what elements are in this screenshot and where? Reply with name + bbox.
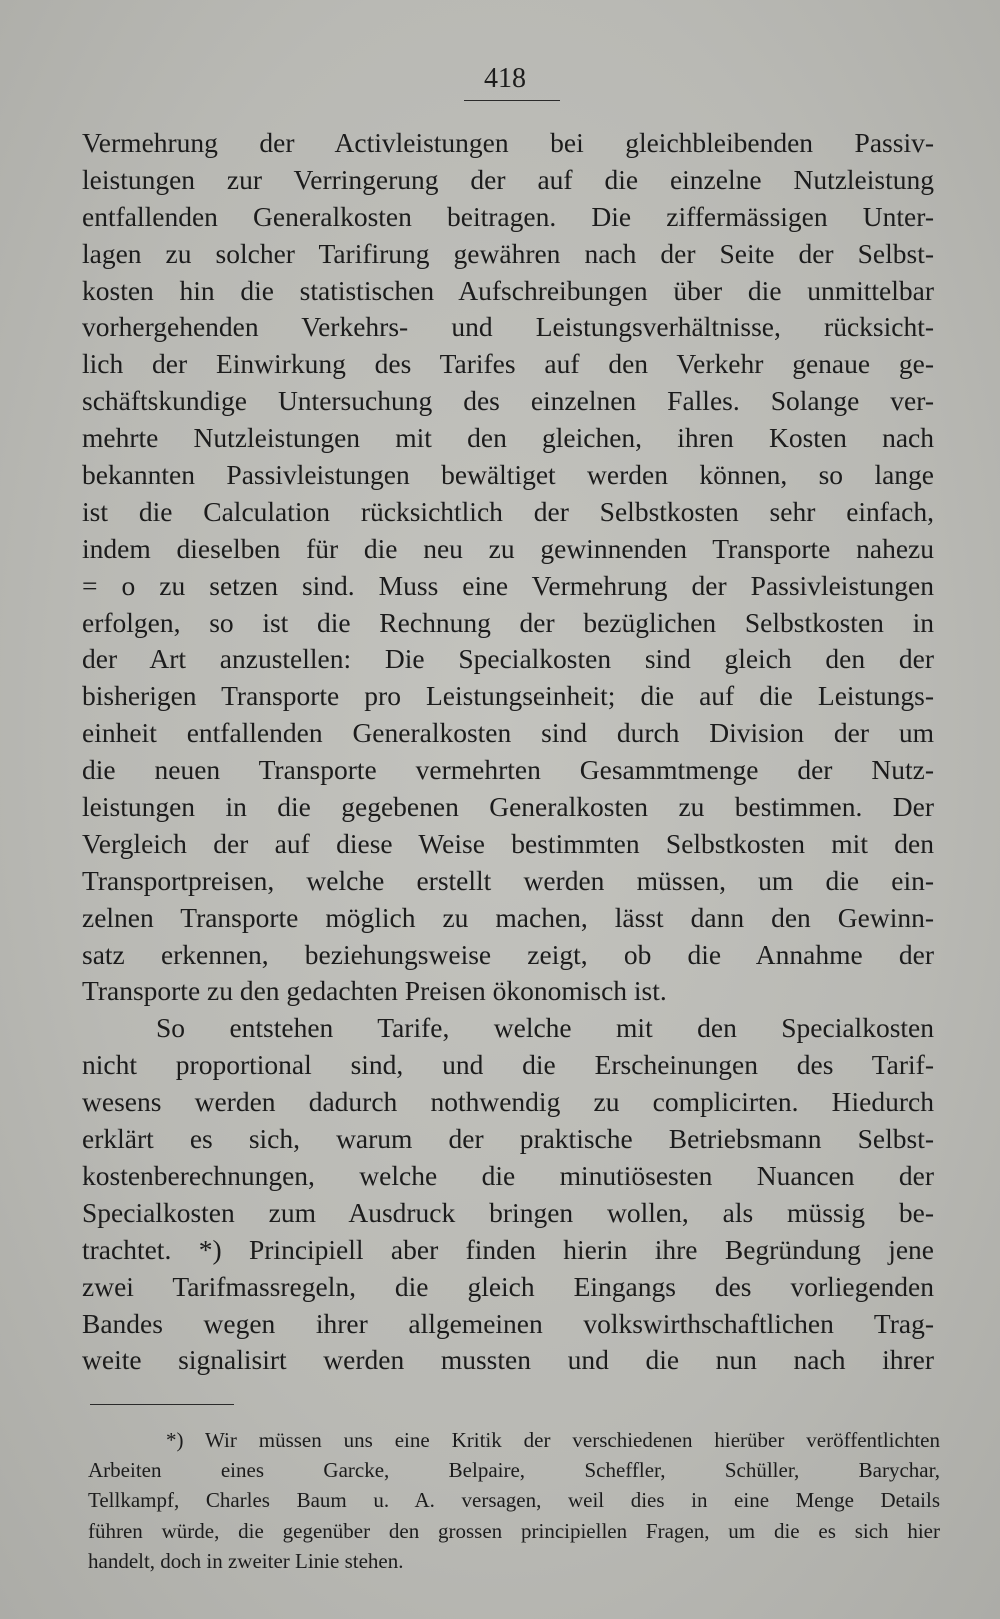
text-line: kosten hin die statistischen Aufschreibungen über die unmittelbar (82, 274, 934, 306)
text-line: Transporte zu den gedachten Preisen ökonomisch ist. (82, 975, 667, 1007)
footnote-line: handelt, doch in zweiter Linie stehen. (88, 1548, 404, 1573)
text-line: nicht proportional sind, und die Erscheinungen des Tarif- (82, 1049, 934, 1081)
text-line: einheit entfallenden Generalkosten sind durch Division der um (82, 717, 934, 749)
text-line: erklärt es sich, warum der praktische Betriebsmann Selbst- (82, 1123, 934, 1155)
text-line: trachtet. *) Principiell aber finden hierin ihre Begründung jene (82, 1233, 934, 1265)
text-line: satz erkennen, beziehungsweise zeigt, ob die Annahme der (82, 938, 934, 970)
text-line: wesens werden dadurch nothwendig zu complicirten. Hiedurch (82, 1086, 934, 1118)
text-line: entfallenden Generalkosten beitragen. Die ziffermässigen Unter- (82, 200, 934, 232)
text-line: bisherigen Transporte pro Leistungseinheit; die auf die Leistungs- (82, 680, 934, 712)
text-line: weite signalisirt werden mussten und die nun nach ihrer (82, 1344, 934, 1376)
body-text (82, 125, 934, 1379)
header-rule (464, 100, 560, 101)
text-line: schäftskundige Untersuchung des einzelnen Falles. Solange ver- (82, 385, 934, 417)
text-line: ist die Calculation rücksichtlich der Selbstkosten sehr einfach, (82, 495, 934, 527)
footnote (88, 1425, 940, 1576)
text-line: Vergleich der auf diese Weise bestimmten Selbstkosten mit den (82, 827, 934, 859)
text-line: So entstehen Tarife, welche mit den Specialkosten (156, 1012, 934, 1044)
footnote-line: führen würde, die gegenüber den grossen principiellen Fragen, um die es sich hier (88, 1518, 940, 1543)
text-line: der Art anzustellen: Die Specialkosten sind gleich den der (82, 643, 934, 675)
text-line: mehrte Nutzleistungen mit den gleichen, ihren Kosten nach (82, 422, 934, 454)
text-line: lich der Einwirkung des Tarifes auf den Verkehr genaue ge- (82, 348, 934, 380)
text-line: = o zu setzen sind. Muss eine Vermehrung der Passivleistungen (82, 569, 934, 601)
text-line: lagen zu solcher Tarifirung gewähren nach der Seite der Selbst- (82, 237, 934, 269)
text-line: die neuen Transporte vermehrten Gesammtmenge der Nutz- (82, 754, 934, 786)
footnote-line: Tellkampf, Charles Baum u. A. versagen, weil dies in eine Menge Details (88, 1488, 940, 1513)
text-line: Bandes wegen ihrer allgemeinen volkswirthschaftlichen Trag- (82, 1307, 934, 1339)
text-line: zwei Tarifmassregeln, die gleich Eingangs des vorliegenden (82, 1270, 934, 1302)
page-number: 418 (484, 63, 526, 94)
text-line: Vermehrung der Activleistungen bei gleichbleibenden Passiv- (82, 127, 934, 158)
footnote-line: *) Wir müssen uns eine Kritik der verschiedenen hierüber veröffentlichten (166, 1428, 940, 1452)
text-line: indem dieselben für die neu zu gewinnenden Transporte nahezu (82, 532, 934, 564)
text-line: zelnen Transporte möglich zu machen, lässt dann den Gewinn- (82, 901, 934, 933)
text-line: kostenberechnungen, welche die minutiösesten Nuancen der (82, 1159, 934, 1191)
footnote-rule (90, 1404, 234, 1405)
text-line: vorhergehenden Verkehrs- und Leistungsverhältnisse, rücksicht- (82, 311, 934, 343)
text-line: erfolgen, so ist die Rechnung der bezüglichen Selbstkosten in (82, 606, 934, 638)
text-line: Transportpreisen, welche erstellt werden müssen, um die ein- (82, 864, 934, 896)
text-line: bekannten Passivleistungen bewältiget werden können, so lange (82, 459, 934, 491)
footnote-line: Arbeiten eines Garcke, Belpaire, Scheffler, Schüller, Barychar, (88, 1458, 940, 1483)
text-line: leistungen zur Verringerung der auf die einzelne Nutzleistung (82, 163, 934, 195)
text-line: Specialkosten zum Ausdruck bringen wollen, als müssig be- (82, 1196, 934, 1228)
text-line: leistungen in die gegebenen Generalkosten zu bestimmen. Der (82, 791, 934, 823)
